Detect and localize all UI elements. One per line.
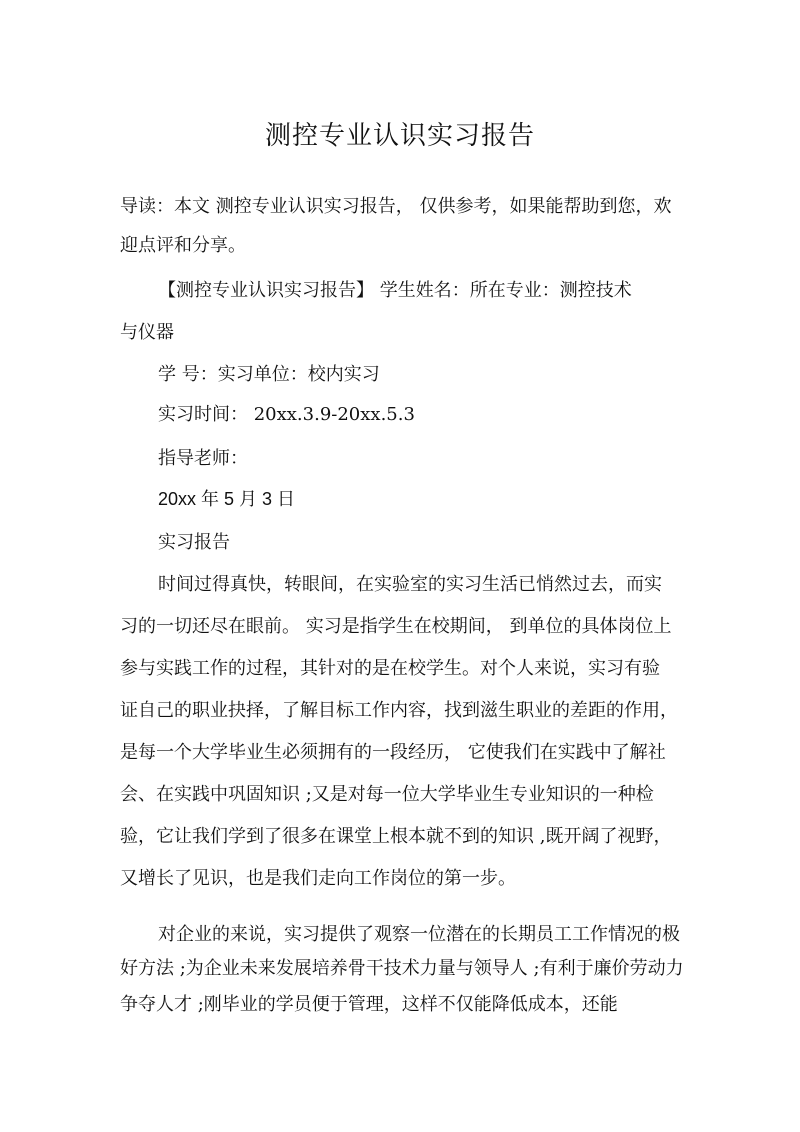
paragraph-1-line-8: 又增长了见识，也是我们走向工作岗位的第一步。 <box>120 868 516 889</box>
paragraph-1-line-2: 习的一切还尽在眼前。 实习是指学生在校期间， 到单位的具体岗位上 <box>120 616 672 637</box>
intro-line-2: 迎点评和分享。 <box>120 235 246 256</box>
paragraph-1-line-7: 验，它让我们学到了很多在课堂上根本就不到的知识 ,既开阔了视野， <box>120 826 672 847</box>
paragraph-1-line-4: 证自己的职业抉择，了解目标工作内容，找到滋生职业的差距的作用， <box>120 700 678 721</box>
section-heading: 实习报告 <box>158 532 230 553</box>
paragraph-1-line-1: 时间过得真快，转眼间，在实验室的实习生活已悄然过去，而实 <box>158 574 662 595</box>
document-title: 测控专业认识实习报告 <box>264 121 535 151</box>
paragraph-2-line-1: 对企业的来说，实习提供了观察一位潜在的长期员工工作情况的极 <box>158 924 680 945</box>
intro-line-1: 导读：本文 测控专业认识实习报告， 仅供参考，如果能帮助到您，欢 <box>120 196 672 217</box>
paragraph-1-line-6: 会、在实践中巩固知识 ;又是对每一位大学毕业生专业知识的一种检 <box>120 784 654 805</box>
internship-time-line: 实习时间： 20xx.3.9-20xx.5.3 <box>158 404 415 425</box>
paragraph-2-line-3: 争夺人才 ;刚毕业的学员便于管理，这样不仅能降低成本，还能 <box>120 994 618 1015</box>
header-line-2: 与仪器 <box>120 322 174 343</box>
header-line-1: 【测控专业认识实习报告】 学生姓名：所在专业：测控技术 <box>158 280 632 301</box>
student-id-line: 学 号：实习单位：校内实习 <box>158 364 380 385</box>
paragraph-2-line-2: 好方法 ;为企业未来发展培养骨干技术力量与领导人 ;有利于廉价劳动力 <box>120 958 684 979</box>
date-line: 20xx 年 5 月 3 日 <box>158 489 296 509</box>
paragraph-1-line-5: 是每一个大学毕业生必须拥有的一段经历， 它使我们在实践中了解社 <box>120 742 666 763</box>
paragraph-1-line-3: 参与实践工作的过程，其针对的是在校学生。对个人来说，实习有验 <box>120 658 660 679</box>
advisor-line: 指导老师： <box>158 448 248 469</box>
